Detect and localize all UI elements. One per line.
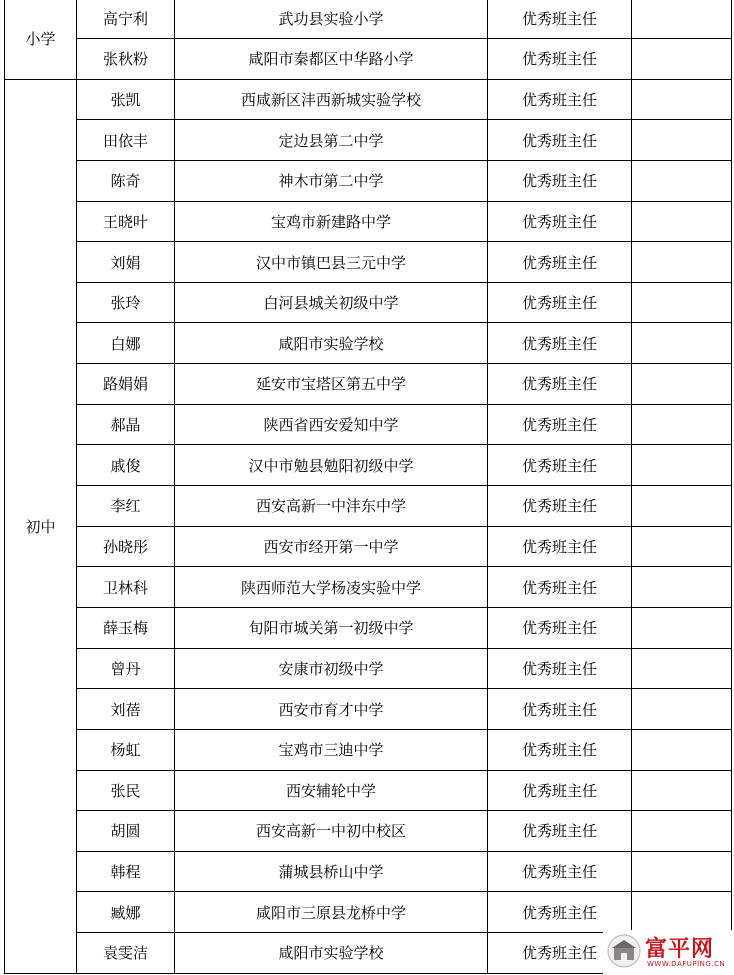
table-row <box>5 0 732 39</box>
table-row <box>5 364 732 405</box>
table-row <box>5 892 732 933</box>
empty-cell <box>632 607 732 648</box>
award-title-cell: 优秀班主任 <box>488 79 632 120</box>
table-row <box>5 120 732 161</box>
empty-cell <box>632 770 732 811</box>
watermark-brand: 富平网 <box>645 937 715 962</box>
honor-table <box>4 0 732 974</box>
teacher-name-cell: 白娜 <box>77 323 175 364</box>
empty-cell <box>632 892 732 933</box>
school-name-cell: 宝鸡市三迪中学 <box>175 729 488 770</box>
teacher-name-cell: 张秋粉 <box>77 39 175 80</box>
empty-cell <box>632 39 732 80</box>
school-name-cell: 陕西师范大学杨凌实验中学 <box>175 567 488 608</box>
empty-cell <box>632 160 732 201</box>
gate-tower-icon <box>607 934 641 968</box>
empty-cell <box>632 120 732 161</box>
table-row <box>5 282 732 323</box>
award-title-cell: 优秀班主任 <box>488 323 632 364</box>
award-title-cell: 优秀班主任 <box>488 851 632 892</box>
teacher-name-cell: 田依丰 <box>77 120 175 161</box>
award-title-cell: 优秀班主任 <box>488 892 632 933</box>
teacher-name-cell: 李红 <box>77 486 175 527</box>
award-title-cell: 优秀班主任 <box>488 120 632 161</box>
school-name-cell: 蒲城县桥山中学 <box>175 851 488 892</box>
empty-cell <box>632 567 732 608</box>
school-name-cell: 陕西省西安爱知中学 <box>175 404 488 445</box>
award-title-cell: 优秀班主任 <box>488 160 632 201</box>
award-title-cell: 优秀班主任 <box>488 404 632 445</box>
table-row <box>5 851 732 892</box>
empty-cell <box>632 323 732 364</box>
school-name-cell: 汉中市勉县勉阳初级中学 <box>175 445 488 486</box>
watermark <box>603 930 733 974</box>
school-name-cell: 西安市育才中学 <box>175 689 488 730</box>
empty-cell <box>632 811 732 852</box>
award-title-cell: 优秀班主任 <box>488 282 632 323</box>
table-row <box>5 729 732 770</box>
table-row <box>5 445 732 486</box>
table-row <box>5 811 732 852</box>
empty-cell <box>632 282 732 323</box>
empty-cell <box>632 364 732 405</box>
award-title-cell: 优秀班主任 <box>488 607 632 648</box>
table-row <box>5 404 732 445</box>
teacher-name-cell: 高宁利 <box>77 0 175 39</box>
award-title-cell: 优秀班主任 <box>488 933 632 974</box>
teacher-name-cell: 杨虹 <box>77 729 175 770</box>
school-name-cell: 旬阳市城关第一初级中学 <box>175 607 488 648</box>
teacher-name-cell: 臧娜 <box>77 892 175 933</box>
table-row <box>5 79 732 120</box>
teacher-name-cell: 张民 <box>77 770 175 811</box>
school-level-cell: 初中 <box>5 79 77 973</box>
table-row <box>5 648 732 689</box>
school-name-cell: 咸阳市实验学校 <box>175 933 488 974</box>
school-name-cell: 汉中市镇巴县三元中学 <box>175 242 488 283</box>
empty-cell <box>632 689 732 730</box>
table-row <box>5 201 732 242</box>
teacher-name-cell: 王晓叶 <box>77 201 175 242</box>
teacher-name-cell: 袁雯洁 <box>77 933 175 974</box>
teacher-name-cell: 薛玉梅 <box>77 607 175 648</box>
school-name-cell: 咸阳市三原县龙桥中学 <box>175 892 488 933</box>
teacher-name-cell: 刘娟 <box>77 242 175 283</box>
school-name-cell: 安康市初级中学 <box>175 648 488 689</box>
school-name-cell: 西安高新一中沣东中学 <box>175 486 488 527</box>
teacher-name-cell: 张玲 <box>77 282 175 323</box>
table-row <box>5 567 732 608</box>
watermark-url: WWW.DAFUPING.CN <box>647 960 726 968</box>
award-title-cell: 优秀班主任 <box>488 0 632 39</box>
award-title-cell: 优秀班主任 <box>488 445 632 486</box>
table-row <box>5 160 732 201</box>
empty-cell <box>632 0 732 39</box>
school-name-cell: 咸阳市秦都区中华路小学 <box>175 39 488 80</box>
empty-cell <box>632 79 732 120</box>
school-name-cell: 西安高新一中初中校区 <box>175 811 488 852</box>
empty-cell <box>632 242 732 283</box>
school-name-cell: 武功县实验小学 <box>175 0 488 39</box>
award-title-cell: 优秀班主任 <box>488 567 632 608</box>
teacher-name-cell: 刘蓓 <box>77 689 175 730</box>
award-title-cell: 优秀班主任 <box>488 39 632 80</box>
school-name-cell: 延安市宝塔区第五中学 <box>175 364 488 405</box>
school-name-cell: 宝鸡市新建路中学 <box>175 201 488 242</box>
table-row <box>5 39 732 80</box>
table-row <box>5 689 732 730</box>
award-title-cell: 优秀班主任 <box>488 770 632 811</box>
school-name-cell: 西安辅轮中学 <box>175 770 488 811</box>
award-title-cell: 优秀班主任 <box>488 486 632 527</box>
award-title-cell: 优秀班主任 <box>488 201 632 242</box>
teacher-name-cell: 胡圆 <box>77 811 175 852</box>
table-row <box>5 526 732 567</box>
school-name-cell: 咸阳市实验学校 <box>175 323 488 364</box>
teacher-name-cell: 陈奇 <box>77 160 175 201</box>
teacher-name-cell: 曾丹 <box>77 648 175 689</box>
table-row <box>5 770 732 811</box>
table-row <box>5 323 732 364</box>
school-name-cell: 白河县城关初级中学 <box>175 282 488 323</box>
table-row <box>5 486 732 527</box>
award-title-cell: 优秀班主任 <box>488 648 632 689</box>
teacher-name-cell: 戚俊 <box>77 445 175 486</box>
teacher-name-cell: 郝晶 <box>77 404 175 445</box>
award-title-cell: 优秀班主任 <box>488 364 632 405</box>
empty-cell <box>632 648 732 689</box>
school-name-cell: 西安市经开第一中学 <box>175 526 488 567</box>
award-title-cell: 优秀班主任 <box>488 729 632 770</box>
empty-cell <box>632 404 732 445</box>
award-title-cell: 优秀班主任 <box>488 242 632 283</box>
teacher-name-cell: 张凯 <box>77 79 175 120</box>
table-row <box>5 607 732 648</box>
school-level-cell: 小学 <box>5 0 77 79</box>
teacher-name-cell: 路娟娟 <box>77 364 175 405</box>
empty-cell <box>632 851 732 892</box>
school-name-cell: 神木市第二中学 <box>175 160 488 201</box>
school-name-cell: 定边县第二中学 <box>175 120 488 161</box>
award-title-cell: 优秀班主任 <box>488 811 632 852</box>
empty-cell <box>632 526 732 567</box>
table-row <box>5 242 732 283</box>
empty-cell <box>632 201 732 242</box>
teacher-name-cell: 韩程 <box>77 851 175 892</box>
award-title-cell: 优秀班主任 <box>488 526 632 567</box>
teacher-name-cell: 卫林科 <box>77 567 175 608</box>
empty-cell <box>632 445 732 486</box>
school-name-cell: 西咸新区沣西新城实验学校 <box>175 79 488 120</box>
table-body <box>5 0 732 973</box>
empty-cell <box>632 729 732 770</box>
teacher-name-cell: 孙晓彤 <box>77 526 175 567</box>
empty-cell <box>632 486 732 527</box>
award-title-cell: 优秀班主任 <box>488 689 632 730</box>
